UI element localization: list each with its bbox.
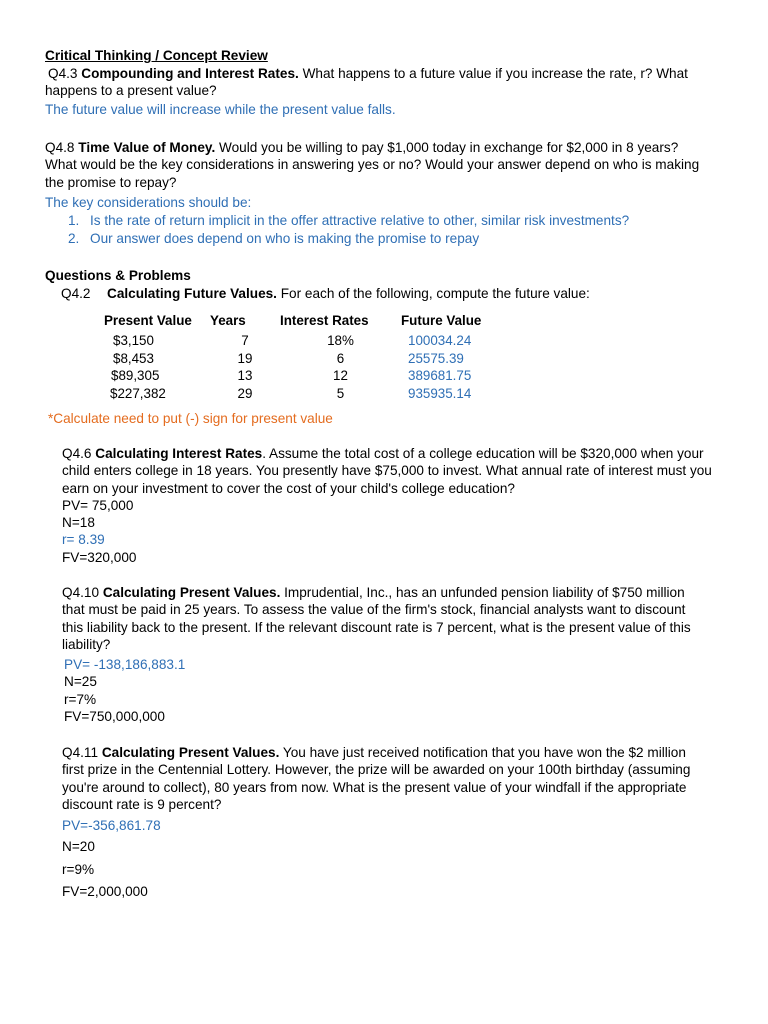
question-text: What happens to a future value if you increase the rate, r? What	[302, 66, 688, 81]
question-q4-3	[48, 65, 748, 82]
question-title: Compounding and Interest Rates.	[81, 66, 299, 81]
pv-value: PV= 75,000	[62, 497, 134, 513]
fv-value: FV=2,000,000	[62, 884, 148, 899]
pv-answer: PV= -138,186,883.1	[64, 657, 186, 672]
question-title: Calculating Interest Rates	[95, 446, 263, 461]
section-heading-critical-thinking: Critical Thinking / Concept Review	[45, 48, 268, 63]
question-q4-11: Q4.11 Calculating Present Values. You have just received notification that you have won the $2 million first prize in the Centennial Lottery. However, the prize will be awarded on your 100th birthday (assuming you're around to collect), 80 years from now. What is the present value of your windfall if the appropriate discount rate is 9 percent?	[62, 745, 691, 812]
cell-present-value: $3,150	[113, 333, 154, 348]
n-value: N=18	[62, 515, 95, 531]
column-header-years: Years	[210, 313, 246, 328]
note-negative-sign: *Calculate need to put (-) sign for present value	[48, 411, 333, 426]
question-number: Q4.6	[62, 446, 92, 461]
answer-q4-8-intro: The key considerations should be:	[45, 195, 252, 210]
r-value: r=9%	[62, 862, 95, 877]
cell-interest-rate: 6	[336, 350, 345, 366]
cell-years: 7	[241, 333, 249, 348]
cell-years: 13	[237, 368, 253, 383]
question-title: Calculating Present Values.	[102, 585, 281, 600]
cell-years: 19	[237, 350, 253, 366]
cell-present-value: $89,305	[111, 368, 160, 383]
question-title: Calculating Present Values.	[101, 745, 280, 760]
question-q4-2: Q4.2 Calculating Future Values. For each of the following, compute the future value:	[61, 286, 590, 301]
question-q4-8: Q4.8 Time Value of Money. Would you be willing to pay $1,000 today in exchange for $2,000 in 8 years? What would be the key considerations in answering yes or no? Would your answer depend on who is making the promise to repay?	[45, 140, 700, 190]
cell-future-value: 389681.75	[408, 368, 472, 383]
cell-present-value: $8,453	[113, 350, 154, 366]
cell-interest-rate: 5	[336, 385, 345, 401]
question-number: Q4.8	[45, 140, 75, 155]
question-number: Q4.3	[48, 66, 78, 81]
table-row	[104, 350, 508, 368]
answer-q4-8-item-1: 1. Is the rate of return implicit in the offer attractive relative to other, similar risk investments?	[68, 213, 630, 228]
cell-future-value: 100034.24	[408, 333, 472, 348]
cell-interest-rate: 12	[333, 368, 348, 383]
question-q4-3-line2: happens to a present value?	[45, 83, 217, 98]
cell-future-value: 935935.14	[408, 385, 472, 401]
fv-value: FV=320,000	[62, 549, 137, 565]
future-value-table	[104, 312, 508, 402]
question-number: Q4.2	[61, 286, 91, 301]
column-header-interest-rates: Interest Rates	[280, 313, 369, 328]
r-value: r=7%	[64, 691, 97, 707]
n-value: N=25	[64, 674, 97, 690]
answer-q4-3: The future value will increase while the present value falls.	[45, 102, 396, 117]
pv-answer: PV=-356,861.78	[62, 818, 161, 833]
question-number: Q4.11	[62, 745, 99, 760]
fv-value: FV=750,000,000	[64, 708, 165, 724]
n-value: N=20	[62, 839, 95, 854]
answer-q4-8-item-2: 2. Our answer does depend on who is making the promise to repay	[68, 231, 480, 246]
column-header-future-value: Future Value	[401, 313, 482, 328]
question-number: Q4.10	[62, 585, 100, 600]
table-row	[104, 332, 508, 350]
cell-years: 29	[237, 385, 253, 401]
cell-present-value: $227,382	[110, 385, 166, 401]
cell-interest-rate: 18%	[327, 333, 354, 348]
question-q4-6: Q4.6 Calculating Interest Rates. Assume the total cost of a college education will be $320,000 when your child enters college in 18 years. You presently have $75,000 to invest. What annual rate of interest must you earn on your investment to cover the cost of your child's college education? PV= 75,000 N=18 r= 8.39 FV=320,000	[62, 445, 762, 566]
question-q4-10: Q4.10 Calculating Present Values. Imprudential, Inc., has an unfunded pension liability of $750 million that must be paid in 25 years. To assess the value of the firm's stock, financial analysts want to discount this liability back to the present. If the relevant discount rate is 7 percent, what is the present value of this liability?	[62, 585, 691, 652]
cell-future-value: 25575.39	[408, 350, 464, 366]
table-header-row	[104, 312, 508, 332]
r-answer: r= 8.39	[62, 532, 105, 548]
section-heading-questions-problems: Questions & Problems	[45, 268, 191, 283]
question-title: Calculating Future Values.	[107, 286, 277, 301]
question-title: Time Value of Money.	[78, 140, 216, 155]
table-row	[104, 367, 508, 385]
table-row	[104, 385, 508, 403]
q4-10-solution	[64, 656, 185, 725]
column-header-present-value: Present Value	[104, 313, 192, 328]
